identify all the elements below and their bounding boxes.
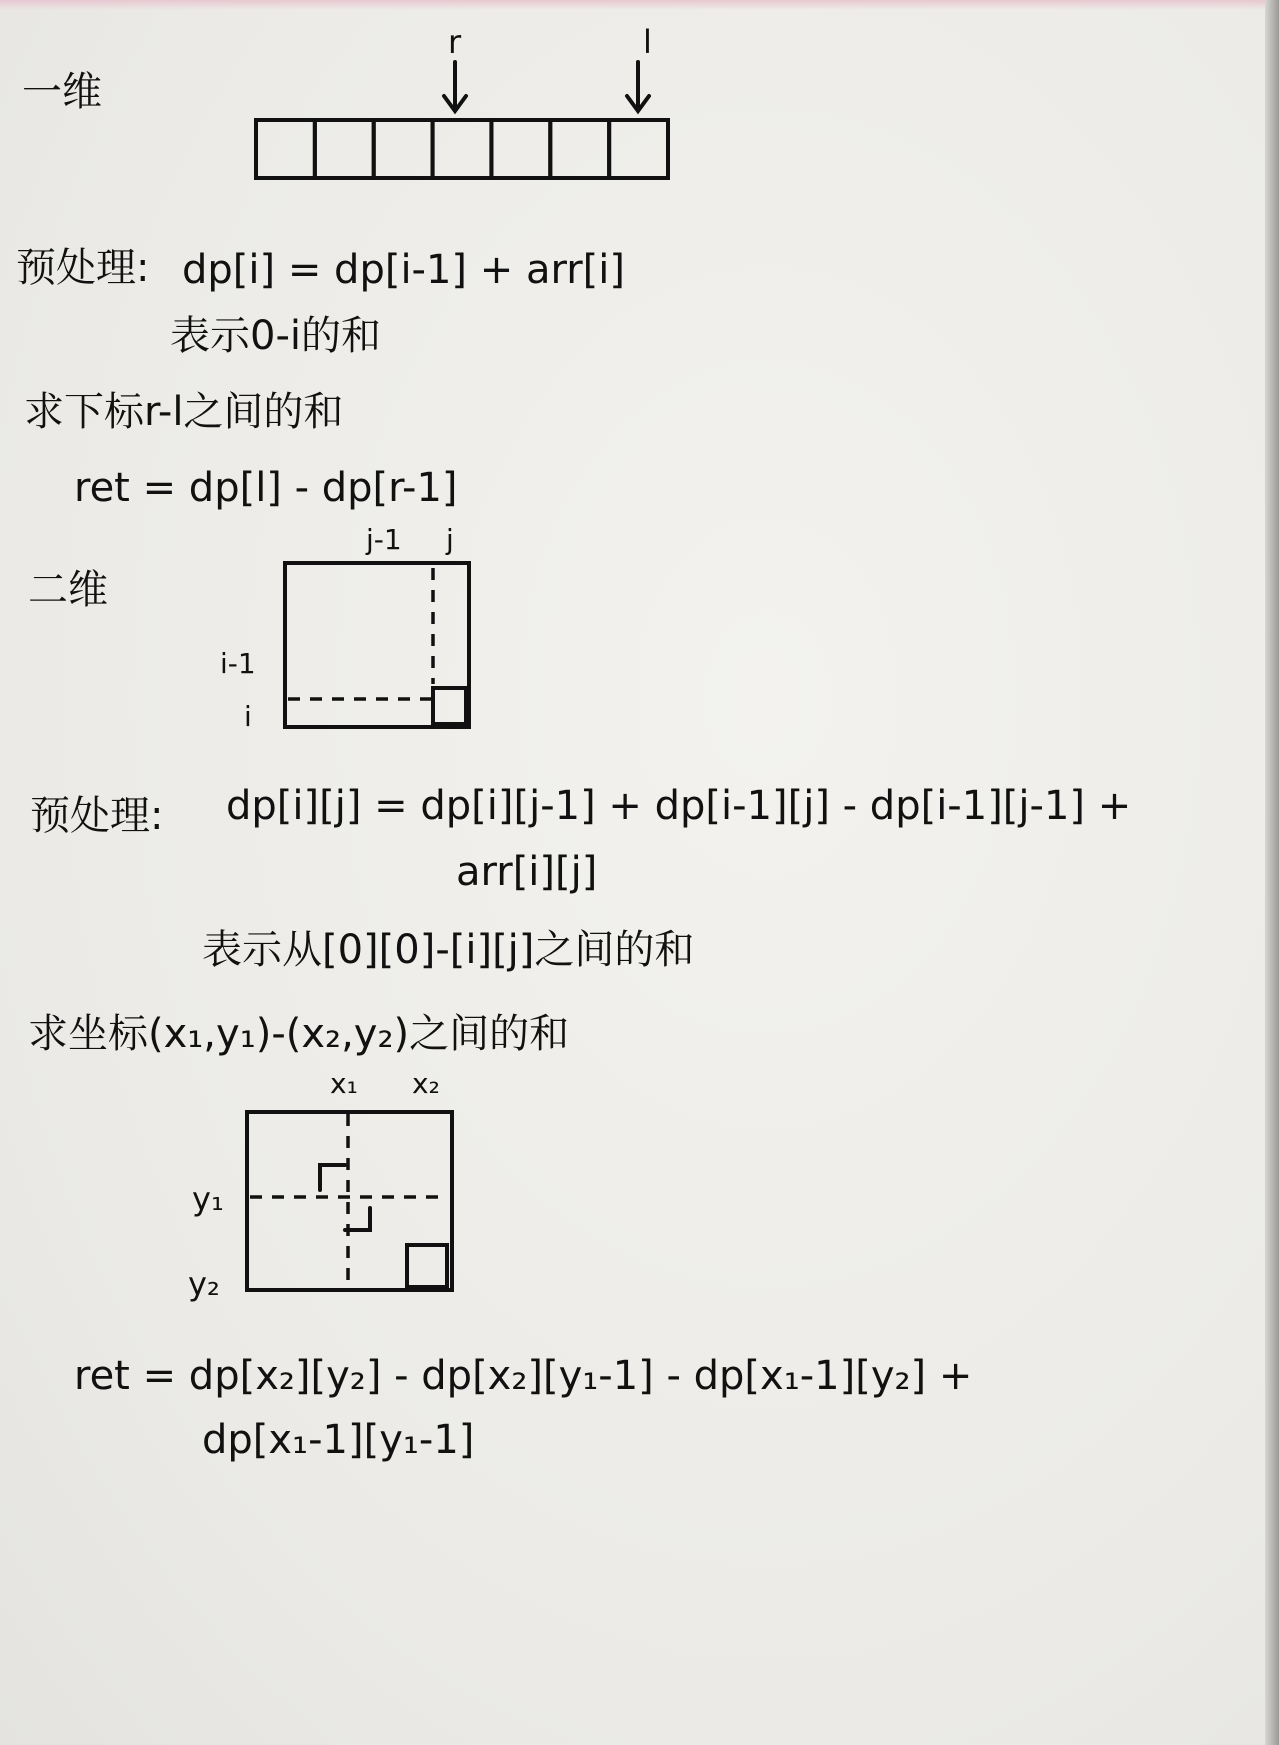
row-cur-label: i — [244, 700, 252, 733]
preprocess-1d-label: 预处理: — [16, 245, 150, 291]
preprocess-1d-meaning: 表示0-i的和 — [170, 313, 381, 359]
preprocess-2d-formula-line1: dp[i][j] = dp[i][j-1] + dp[i-1][j] - dp[i-1][j-1] + — [226, 783, 1132, 829]
preprocess-2d-meaning: 表示从[0][0]-[i][j]之间的和 — [202, 927, 695, 973]
preprocess-2d-formula-line2: arr[i][j] — [456, 849, 598, 895]
corner-cell-top-left — [320, 1165, 345, 1190]
marker-l-label: l — [643, 23, 652, 61]
query-2d-formula-line2: dp[x₁-1][y₁-1] — [202, 1417, 475, 1463]
x2-label: x₂ — [412, 1067, 440, 1100]
query-1d-label: 求下标r-l之间的和 — [24, 389, 344, 435]
query-1d-formula: ret = dp[l] - dp[r-1] — [74, 465, 458, 511]
query-2d-label: 求坐标(x₁,y₁)-(x₂,y₂)之间的和 — [28, 1011, 570, 1057]
preprocess-2d-label: 预处理: — [30, 793, 164, 839]
col-cur-label: j — [446, 523, 454, 556]
y2-label: y₂ — [188, 1265, 220, 1303]
preprocess-1d-formula: dp[i] = dp[i-1] + arr[i] — [182, 247, 626, 293]
y1-label: y₁ — [192, 1180, 224, 1218]
one-d-heading: 一维 — [22, 69, 102, 115]
col-prev-label: j-1 — [366, 523, 402, 556]
row-prev-label: i-1 — [220, 647, 256, 680]
query-2d-formula-line1: ret = dp[x₂][y₂] - dp[x₂][y₁-1] - dp[x₁-1][y₂] + — [74, 1353, 973, 1399]
target-cell-bottom-right — [407, 1245, 447, 1287]
two-d-heading: 二维 — [28, 567, 108, 613]
x1-label: x₁ — [330, 1067, 358, 1100]
marker-r-label: r — [448, 23, 462, 61]
